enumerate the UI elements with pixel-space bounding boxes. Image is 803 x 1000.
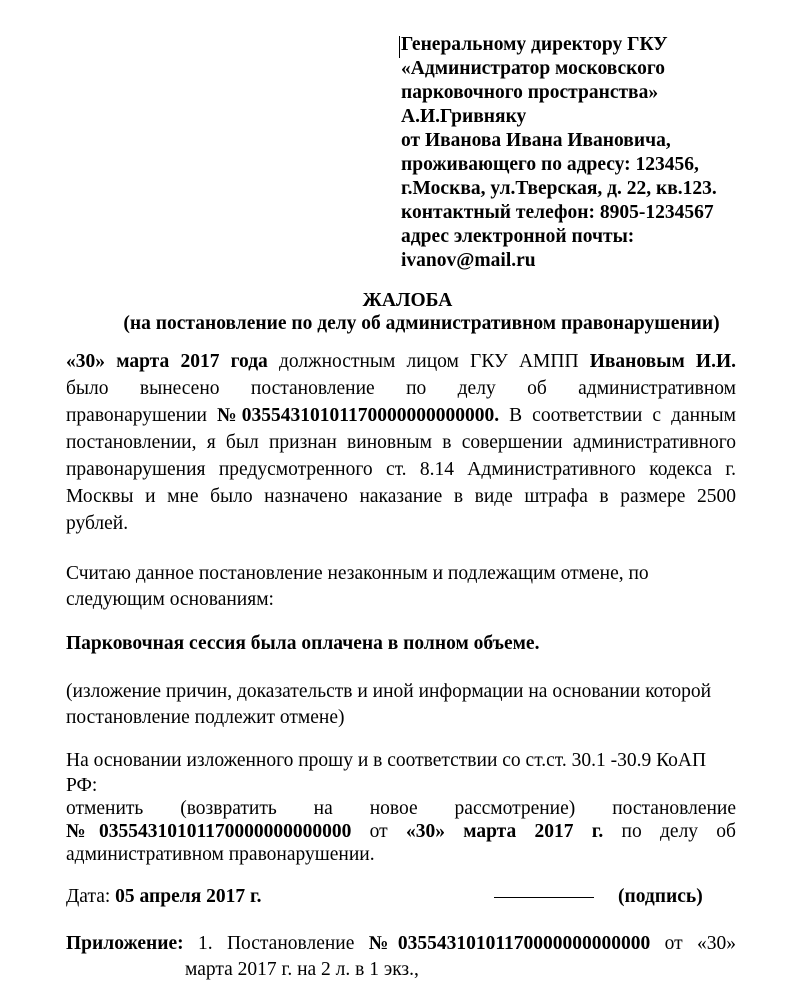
header-line: парковочного пространства» <box>401 82 659 103</box>
paragraph-line: рублей. <box>66 513 129 534</box>
header-line: контактный телефон: 8905-1234567 <box>401 202 714 223</box>
reason-statement: Парковочная сессия была оплачена в полном объеме. <box>66 633 540 654</box>
header-line: «Администратор московского <box>401 58 665 79</box>
paragraph-line: Считаю данное постановление незаконным и подлежащим отмене, по <box>66 563 649 584</box>
header-line: А.И.Гривняку <box>401 106 527 127</box>
resolution-number: №03554310101170000000000000 <box>368 933 651 954</box>
paragraph-line: «30» марта 2017 года должностным лицом ГКУ АМПП Ивановым И.И. <box>66 351 736 372</box>
attachment-label: Приложение: <box>66 933 184 954</box>
official-name: Ивановым И.И. <box>589 351 736 372</box>
addressee-header <box>401 33 781 273</box>
signature-label: (подпись) <box>618 886 703 907</box>
attachment-line: марта 2017 г. на 2 л. в 1 экз., <box>185 959 419 980</box>
paragraph-line: №03554310101170000000000000 от «30» марта 2017 г. по делу об <box>66 821 736 842</box>
signature-block <box>494 884 703 911</box>
resolution-date: «30» марта 2017 г. <box>405 821 604 842</box>
resolution-number: №03554310101170000000000000. <box>217 405 500 426</box>
paragraph-line: следующим основаниям: <box>66 589 274 610</box>
date-value: 05 апреля 2017 г. <box>115 886 262 907</box>
paragraph-line: На основании изложенного прошу и в соответствии со ст.ст. 30.1 -30.9 КоАП <box>66 750 707 771</box>
paragraph-line: постановлении, я был признан виновным в совершении административного <box>66 432 736 453</box>
header-line: проживающего по адресу: 123456, <box>401 154 699 175</box>
resolution-number: №03554310101170000000000000 <box>66 821 352 842</box>
attachment-line: Приложение: 1. Постановление №03554310101170000000000000 от «30» <box>66 933 736 954</box>
signature-line <box>494 897 594 898</box>
paragraph-line: отменить (возвратить на новое рассмотрение) постановление <box>66 798 736 819</box>
header-line: ivanov@mail.ru <box>401 250 536 271</box>
paragraph-line: постановление подлежит отмене) <box>66 707 345 728</box>
paragraph-line: РФ: <box>66 775 98 796</box>
paragraph-line: Москвы и мне было назначено наказание в виде штрафа в размере 2500 <box>66 486 736 507</box>
document-title: ЖАЛОБА <box>362 290 453 311</box>
document-subtitle: (на постановление по делу об административном правонарушении) <box>123 313 720 334</box>
header-line: г.Москва, ул.Тверская, д. 22, кв.123. <box>401 178 717 199</box>
resolution-date: «30» марта 2017 года <box>66 351 268 372</box>
paragraph-line: (изложение причин, доказательств и иной информации на основании которой <box>66 681 712 702</box>
header-line: адрес электронной почты: <box>401 226 635 247</box>
paragraph-line: было вынесено постановление по делу об административном <box>66 378 736 399</box>
header-line: Генеральному директору ГКУ <box>401 34 668 55</box>
paragraph-line: правонарушении №03554310101170000000000000. В соответствии с данным <box>66 405 736 426</box>
text-cursor <box>399 36 400 58</box>
paragraph-line: правонарушения предусмотренного ст. 8.14 Административного кодекса г. <box>66 459 736 480</box>
paragraph-line: административном правонарушении. <box>66 844 375 865</box>
date-line <box>66 884 262 911</box>
header-line: от Иванова Ивана Ивановича, <box>401 130 671 151</box>
date-label: Дата: <box>66 886 116 907</box>
